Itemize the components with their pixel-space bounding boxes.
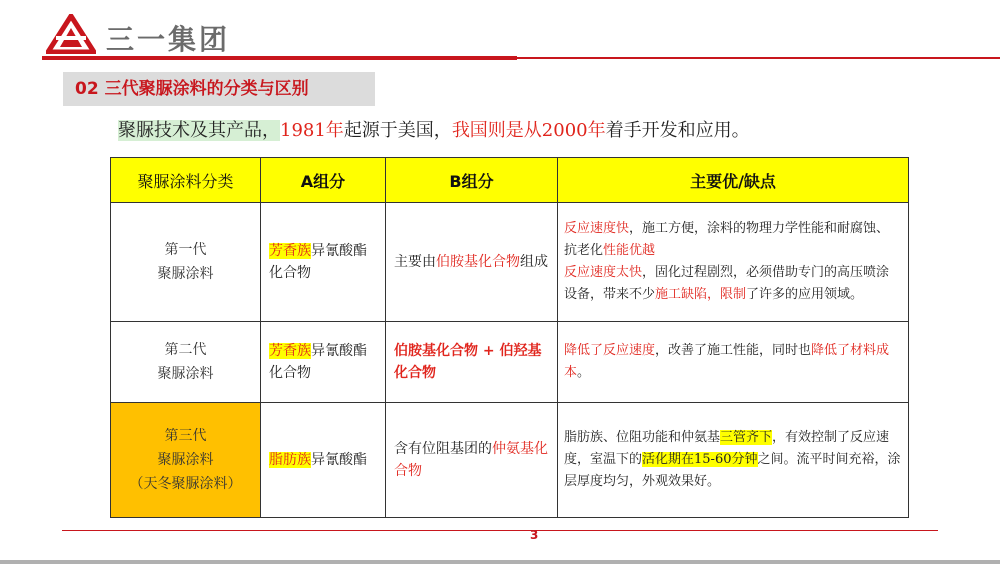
header-a: A组分 — [261, 158, 386, 203]
polyurea-comparison-table — [110, 157, 909, 518]
a-cell — [261, 403, 386, 518]
table-row — [111, 203, 909, 322]
gen-cell — [111, 403, 261, 518]
b-post: 组成 — [520, 254, 548, 270]
cons-para — [564, 262, 902, 306]
pros-text: 脂肪族、位阻功能和仲氨基 — [564, 430, 721, 445]
pros-text: ，改善了施工性能，同时也 — [655, 343, 812, 358]
pros-end: 。 — [577, 365, 591, 380]
b-red: 伯胺基化合物 — [436, 254, 520, 270]
pros-text3: 之间。流平时间充裕，涂层厚度均匀，外观效果好。 — [564, 452, 901, 489]
a-cell — [261, 203, 386, 322]
section-title: 02 三代聚脲涂料的分类与区别 — [63, 72, 375, 106]
company-name: 三一集团 — [106, 23, 231, 56]
pros-cons-cell — [558, 322, 909, 403]
pros-red2: 性能优越 — [603, 243, 656, 258]
pros-highlight: 三管齐下 — [720, 430, 773, 445]
pros-cons-cell — [558, 403, 909, 518]
bottom-bar — [0, 560, 1000, 564]
footer-rule — [62, 530, 938, 531]
header-rule — [42, 56, 517, 60]
table-row — [111, 322, 909, 403]
intro-part5: 着手开发和应用。 — [605, 120, 750, 141]
gen-cell — [111, 203, 261, 322]
header-rule-thin — [517, 57, 1000, 59]
gen-sub: 聚脲涂料 — [157, 366, 214, 382]
header-b: B组分 — [386, 158, 558, 203]
intro-china: 我国则是从2000年 — [451, 120, 606, 141]
pros-text: ，施工方便，涂料的物理力学性能和耐腐蚀、抗老化 — [564, 221, 890, 258]
company-logo — [46, 12, 246, 56]
cons-red: 反应速度太快 — [564, 265, 643, 280]
gen-alias: （天冬聚脲涂料） — [129, 476, 242, 492]
a-highlight: 脂肪族 — [269, 452, 311, 468]
pros-highlight2: 活化期在15-60分钟 — [642, 452, 758, 467]
gen-label: 第二代 — [164, 342, 207, 358]
intro-part1: 聚脲技术及其产品， — [118, 120, 280, 141]
gen-label: 第一代 — [164, 242, 207, 258]
pros-red: 降低了反应速度 — [564, 343, 656, 358]
intro-year: 1981年 — [280, 120, 344, 141]
b-red: 仲氨基化合物 — [394, 441, 548, 479]
sany-logo-icon — [46, 14, 96, 54]
pros-para — [564, 218, 902, 262]
b-cell — [386, 322, 558, 403]
pros-red2: 降低了材料成本 — [564, 343, 890, 380]
table-header-row — [111, 158, 909, 203]
gen-sub: 聚脲涂料 — [157, 266, 214, 282]
pros-text2: ，有效控制了反应速度，室温下的 — [564, 430, 890, 467]
a-highlight: 芳香族 — [269, 343, 311, 359]
cons-red2: 施工缺陷，限制 — [655, 287, 747, 302]
a-highlight: 芳香族 — [269, 243, 311, 259]
cons-text2: 了许多的应用领域。 — [746, 287, 864, 302]
b-cell — [386, 403, 558, 518]
page-number: 3 — [530, 528, 539, 542]
b-pre: 含有位阻基团的 — [394, 441, 492, 457]
table-row — [111, 403, 909, 518]
intro-part3: 起源于美国， — [343, 120, 452, 141]
pros-red: 反应速度快 — [564, 221, 630, 236]
gen-sub: 聚脲涂料 — [157, 452, 214, 468]
cons-text: ，固化过程剧烈，必须借助专门的高压喷涂设备，带来不少 — [564, 265, 890, 302]
intro-text — [118, 118, 750, 144]
b-red: 伯胺基化合物 + 伯羟基化合物 — [394, 343, 542, 381]
a-text: 异氰酸酯化合物 — [269, 343, 367, 381]
gen-cell — [111, 322, 261, 403]
header-category: 聚脲涂料分类 — [111, 158, 261, 203]
a-text: 异氰酸酯化合物 — [269, 243, 367, 281]
b-pre: 主要由 — [394, 254, 436, 270]
pros-cons-cell — [558, 203, 909, 322]
a-text: 异氰酸酯 — [311, 452, 367, 468]
gen-label: 第三代 — [164, 428, 207, 444]
b-cell — [386, 203, 558, 322]
a-cell — [261, 322, 386, 403]
header-pros-cons: 主要优/缺点 — [558, 158, 909, 203]
